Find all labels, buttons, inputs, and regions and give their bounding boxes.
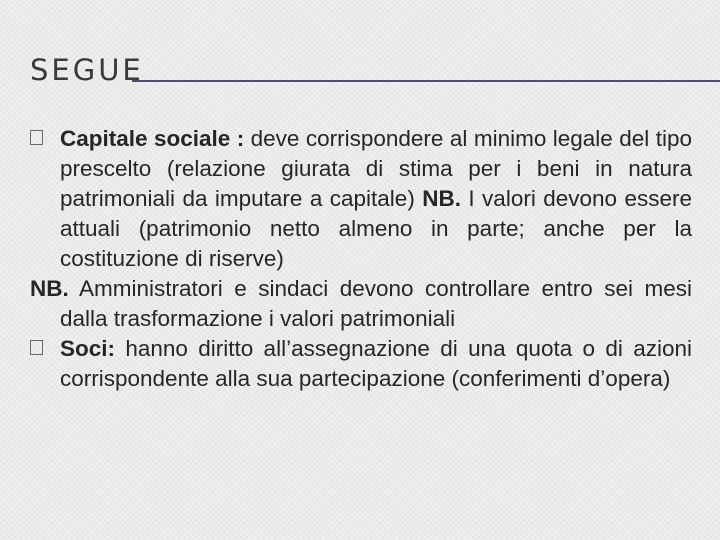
checkbox-bullet-icon <box>30 124 60 154</box>
bullet-soci <box>30 334 692 394</box>
capitale-sociale-nb-text: I valori devono essere attuali (patrimonio netto almeno in parte; anche per la costituzione di riserve) <box>60 186 692 271</box>
nb-label: NB. <box>30 276 69 301</box>
soci-text: hanno diritto all’assegnazione di una quota o di azioni corrispondente alla sua partecipazione (conferimenti d’opera) <box>60 336 692 391</box>
term-capitale-sociale: Capitale sociale : <box>60 126 245 151</box>
nb-label: NB. <box>422 186 461 211</box>
term-soci: Soci: <box>60 336 116 361</box>
slide-title: SEGUE <box>30 53 144 87</box>
slide-body <box>30 124 692 394</box>
checkbox-bullet-icon <box>30 334 60 364</box>
capitale-sociale-text: deve corrispondere al minimo legale del tipo prescelto (relazione giurata di stima per i beni in natura patrimoniali da imputare a capitale) <box>60 126 692 211</box>
amministratori-text: Amministratori e sindaci devono controllare entro sei mesi dalla trasformazione i valori patrimoniali <box>60 276 692 331</box>
nb-note-amministratori <box>30 274 692 334</box>
title-underline <box>132 80 720 82</box>
bullet-capitale-sociale <box>30 124 692 274</box>
